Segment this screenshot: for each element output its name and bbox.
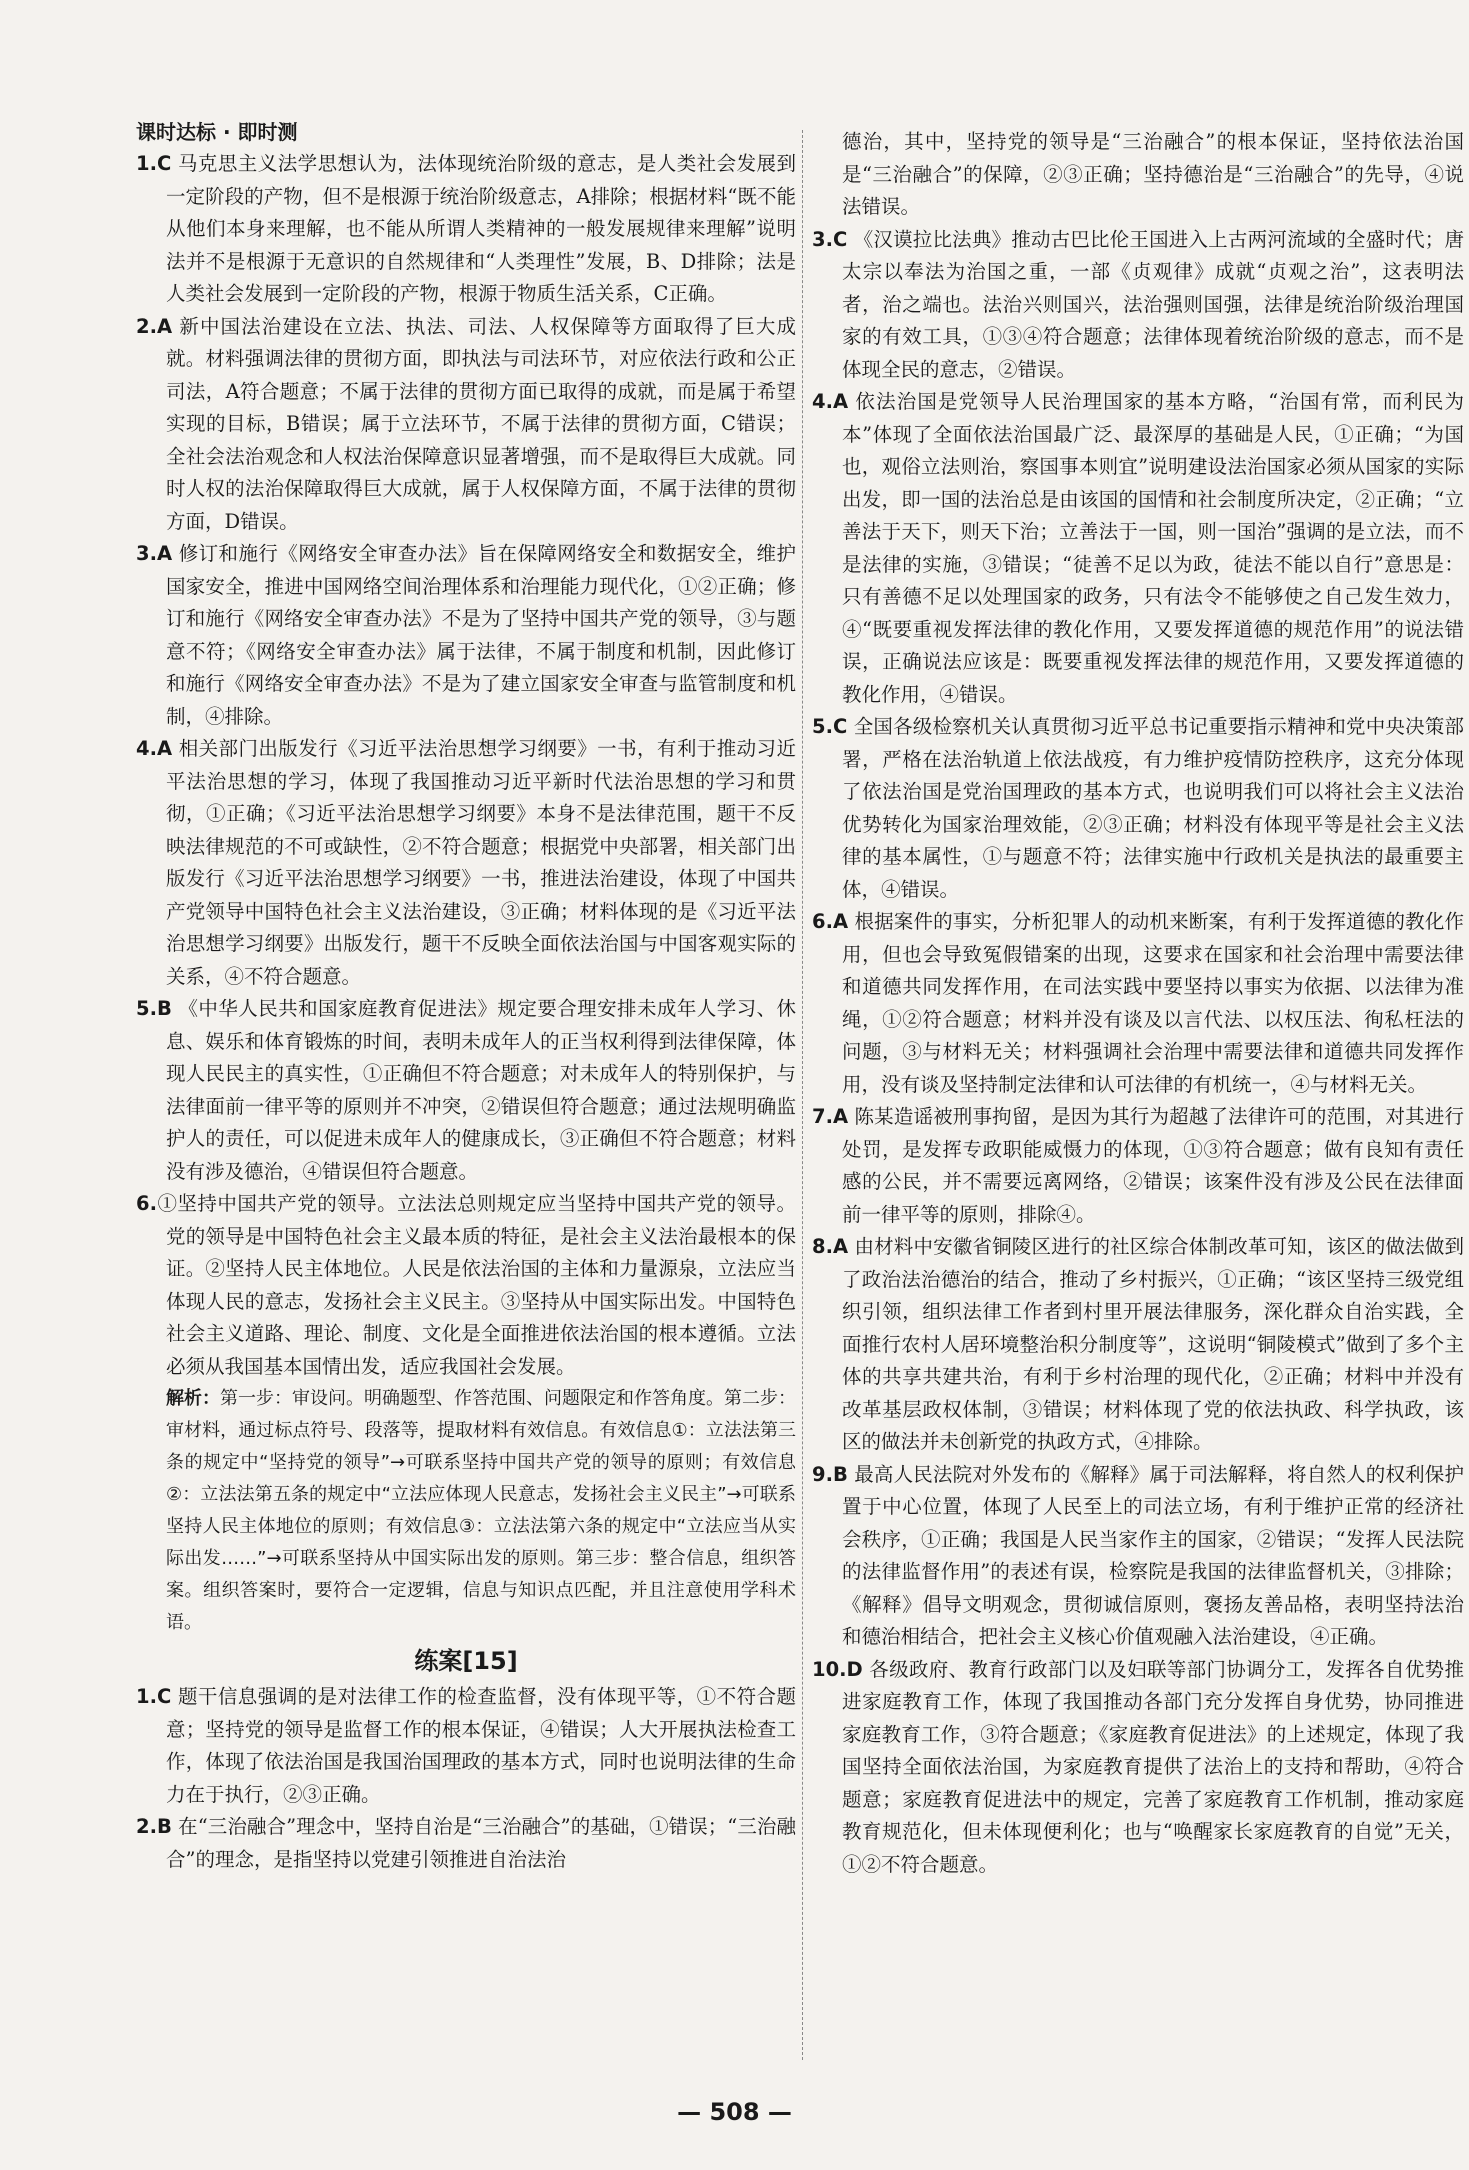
answer-number: 9.B (812, 1462, 848, 1486)
answer-text: 德治，其中，坚持党的领导是“三治融合”的根本保证，坚持依法治国是“三治融合”的保障，②③正确；坚持德治是“三治融合”的先导，④说法错误。 (842, 130, 1464, 218)
column-divider (802, 130, 803, 2060)
answer-number: 3.A (136, 542, 173, 565)
answer-continuation (812, 126, 1464, 224)
answer-item (812, 711, 1464, 906)
answer-number: 8.A (812, 1235, 849, 1258)
answer-item (812, 1101, 1464, 1231)
answer-text: 题干信息强调的是对法律工作的检查监督，没有体现平等，①不符合题意；坚持党的领导是监督工作的根本保证，④错误；人大开展执法检查工作，体现了依法治国是我国治国理政的基本方式，同时也说明法律的生命力在于执行，②③正确。 (166, 1685, 796, 1806)
answer-text: 马克思主义法学思想认为，法体现统治阶级的意志，是人类社会发展到一定阶段的产物，但不是根源于统治阶级意志，A排除；根据材料“既不能从他们本身来理解，也不能从所谓人类精神的一般发展规律来理解”说明法并不是根源于无意识的自然规律和“人类理性”发展，B、D排除；法是人类社会发展到一定阶段的产物，根源于物质生活关系，C正确。 (166, 152, 796, 305)
answer-number: 4.A (812, 390, 849, 413)
answer-number: 5.C (812, 715, 848, 738)
answer-item (136, 148, 796, 311)
answer-text: 《中华人民共和国家庭教育促进法》规定要合理安排未成年人学习、休息、娱乐和体育锻炼的时间，表明未成年人的正当权利得到法律保障，体现人民民主的真实性，①正确但不符合题意；对未成年人的特别保护，与法律面前一律平等的原则并不冲突，②错误但符合题意；通过法规明确监护人的责任，可以促进未成年人的健康成长，③正确但不符合题意；材料没有涉及德治，④错误但符合题意。 (166, 997, 796, 1183)
answer-item (136, 311, 796, 539)
analysis-text: 第一步：审设问。明确题型、作答范围、问题限定和作答角度。第二步：审材料，通过标点符号、段落等，提取材料有效信息。有效信息①：立法法第三条的规定中“坚持党的领导”→可联系坚持中国共产党的领导的原则；有效信息②：立法法第五条的规定中“立法应体现人民意志，发扬社会主义民主”→可联系坚持人民主体地位的原则；有效信息③：立法法第六条的规定中“立法应当从实际出发……”→可联系坚持从中国实际出发的原则。第三步：整合信息，组织答案。组织答案时，要符合一定逻辑，信息与知识点匹配，并且注意使用学科术语。 (166, 1388, 796, 1633)
answer-number: 5.B (136, 997, 172, 1020)
answer-text: 依法治国是党领导人民治理国家的基本方略，“治国有常，而利民为本”体现了全面依法治国最广泛、最深厚的基础是人民，①正确；“为国也，观俗立法则治，察国事本则宜”说明建设法治国家必须从国家的实际出发，即一国的法治总是由该国的国情和社会制度所决定，②正确；“立善法于天下，则天下治；立善法于一国，则一国治”强调的是立法，而不是法律的实施，③错误；“徒善不足以为政，徒法不能以自行”意思是：只有善德不足以处理国家的政务，只有法令不能够使之自己发生效力，④“既要重视发挥法律的教化作用，又要发挥道德的规范作用”的说法错误，正确说法应该是：既要重视发挥法律的规范作用，又要发挥道德的教化作用，④错误。 (842, 390, 1464, 706)
left-column (136, 118, 796, 1876)
answer-number: 4.A (136, 737, 173, 760)
right-column (812, 126, 1464, 1881)
answer-number: 6. (136, 1192, 157, 1215)
answer-item (136, 993, 796, 1188)
answer-item (136, 1681, 796, 1811)
answer-text: 修订和施行《网络安全审查办法》旨在保障网络安全和数据安全，维护国家安全，推进中国网络空间治理体系和治理能力现代化，①②正确；修订和施行《网络安全审查办法》不是为了坚持中国共产党的领导，③与题意不符；《网络安全审查办法》属于法律，不属于制度和机制，因此修订和施行《网络安全审查办法》不是为了建立国家安全审查与监管制度和机制，④排除。 (166, 542, 796, 728)
answer-text: 相关部门出版发行《习近平法治思想学习纲要》一书，有利于推动习近平法治思想的学习，体现了我国推动习近平新时代法治思想的学习和贯彻，①正确；《习近平法治思想学习纲要》本身不是法律范围，题干不反映法律规范的不可或缺性，②不符合题意；根据党中央部署，相关部门出版发行《习近平法治思想学习纲要》一书，推进法治建设，体现了中国共产党领导中国特色社会主义法治建设，③正确；材料体现的是《习近平法治思想学习纲要》出版发行，题干不反映全面依法治国与中国客观实际的关系，④不符合题意。 (166, 737, 796, 988)
answer-item (136, 538, 796, 733)
practice-list (136, 1681, 796, 1876)
answer-item (136, 1188, 796, 1383)
answer-list-left (136, 148, 796, 1383)
answer-item (812, 1654, 1464, 1882)
answer-text: 各级政府、教育行政部门以及妇联等部门协调分工，发挥各自优势推进家庭教育工作，体现了我国推动各部门充分发挥自身优势，协同推进家庭教育工作，③符合题意；《家庭教育促进法》的上述规定，体现了我国坚持全面依法治国，为家庭教育提供了法治上的支持和帮助，④符合题意；家庭教育促进法中的规定，完善了家庭教育工作机制，推动家庭教育规范化，但未体现便利化；也与“唤醒家长家庭教育的自觉”无关，①②不符合题意。 (842, 1657, 1464, 1876)
answer-text: 由材料中安徽省铜陵区进行的社区综合体制改革可知，该区的做法做到了政治法治德治的结合，推动了乡村振兴，①正确；“该区坚持三级党组织引领，组织法律工作者到村里开展法律服务，深化群众自治实践，全面推行农村人居环境整治积分制度等”，这说明“铜陵模式”做到了多个主体的共享共建共治，有利于乡村治理的现代化，②正确；材料中并没有改革基层政权体制，③错误；材料体现了党的依法执政、科学执政，该区的做法并未创新党的执政方式，④排除。 (842, 1235, 1464, 1453)
page-number: — 508 — (677, 2098, 792, 2126)
practice-title: 练案[15] (414, 1647, 518, 1675)
answer-number: 10.D (812, 1657, 863, 1681)
answer-text: 根据案件的事实，分析犯罪人的动机来断案，有利于发挥道德的教化作用，但也会导致冤假错案的出现，这要求在国家和社会治理中需要法律和道德共同发挥作用，在司法实践中要坚持以事实为依据、以法律为准绳，①②符合题意；材料并没有谈及以言代法、以权压法、徇私枉法的问题，③与材料无关；材料强调社会治理中需要法律和道德共同发挥作用，没有谈及坚持制定法律和认可法律的有机统一，④与材料无关。 (842, 910, 1464, 1096)
answer-item (812, 386, 1464, 711)
section-label: 课时达标 · 即时测 (136, 120, 298, 144)
answer-number: 1.C (136, 1685, 172, 1708)
answer-number: 7.A (812, 1105, 849, 1128)
answer-item (812, 224, 1464, 387)
analysis-block (136, 1383, 796, 1639)
answer-text: 新中国法治建设在立法、执法、司法、人权保障等方面取得了巨大成就。材料强调法律的贯彻方面，即执法与司法环节，对应依法行政和公正司法，A符合题意；不属于法律的贯彻方面已取得的成就，而是属于希望实现的目标，B错误；属于立法环节，不属于法律的贯彻方面，C错误；全社会法治观念和人权法治保障意识显著增强，而不是取得巨大成就。同时人权的法治保障取得巨大成就，属于人权保障方面，不属于法律的贯彻方面，D错误。 (166, 314, 796, 533)
answer-item (812, 906, 1464, 1101)
answer-number: 2.B (136, 1815, 172, 1838)
answer-text: 在“三治融合”理念中，坚持自治是“三治融合”的基础，①错误；“三治融合”的理念，是指坚持以党建引领推进自治法治 (166, 1815, 796, 1871)
answer-number: 3.C (812, 227, 848, 251)
answer-text: 《汉谟拉比法典》推动古巴比伦王国进入上古两河流域的全盛时代；唐太宗以奉法为治国之重，一部《贞观律》成就“贞观之治”，这表明法者，治之端也。法治兴则国兴，法治强则国强，法律是统治阶级治理国家的有效工具，①③④符合题意；法律体现着统治阶级的意志，而不是体现全民的意志，②错误。 (842, 227, 1464, 381)
answer-item (136, 733, 796, 993)
answer-number: 1.C (136, 152, 172, 175)
answer-text: 全国各级检察机关认真贯彻习近平总书记重要指示精神和党中央决策部署，严格在法治轨道上依法战疫，有力维护疫情防控秩序，这充分体现了依法治国是党治国理政的基本方式，也说明我们可以将社会主义法治优势转化为国家治理效能，②③正确；材料没有体现平等是社会主义法律的基本属性，①与题意不符；法律实施中行政机关是执法的最重要主体，④错误。 (842, 715, 1464, 901)
answer-number: 6.A (812, 910, 849, 933)
answer-number: 2.A (136, 314, 173, 338)
answer-item (812, 1231, 1464, 1459)
answer-text: ①坚持中国共产党的领导。立法法总则规定应当坚持中国共产党的领导。党的领导是中国特色社会主义最本质的特征，是社会主义法治最根本的保证。②坚持人民主体地位。人民是依法治国的主体和力量源泉，立法应当体现人民的意志，发扬社会主义民主。③坚持从中国实际出发。中国特色社会主义道路、理论、制度、文化是全面推进依法治国的根本遵循。立法必须从我国基本国情出发，适应我国社会发展。 (156, 1192, 796, 1378)
analysis-label: 解析： (166, 1388, 220, 1409)
answer-text: 陈某造谣被刑事拘留，是因为其行为超越了法律许可的范围，对其进行处罚，是发挥专政职能威慑力的体现，①③符合题意；做有良知有责任感的公民，并不需要远离网络，②错误；该案件没有涉及公民在法律面前一律平等的原则，排除④。 (842, 1105, 1464, 1226)
answer-item (136, 1811, 796, 1876)
answer-text: 最高人民法院对外发布的《解释》属于司法解释，将自然人的权利保护置于中心位置，体现了人民至上的司法立场，有利于维护正常的经济社会秩序，①正确；我国是人民当家作主的国家，②错误；“发挥人民法院的法律监督作用”的表述有误，检察院是我国的法律监督机关，③排除；《解释》倡导文明观念，贯彻诚信原则，褒扬友善品格，表明坚持法治和德治相结合，把社会主义核心价值观融入法治建设，④正确。 (842, 1462, 1464, 1648)
answer-item (812, 1459, 1464, 1654)
